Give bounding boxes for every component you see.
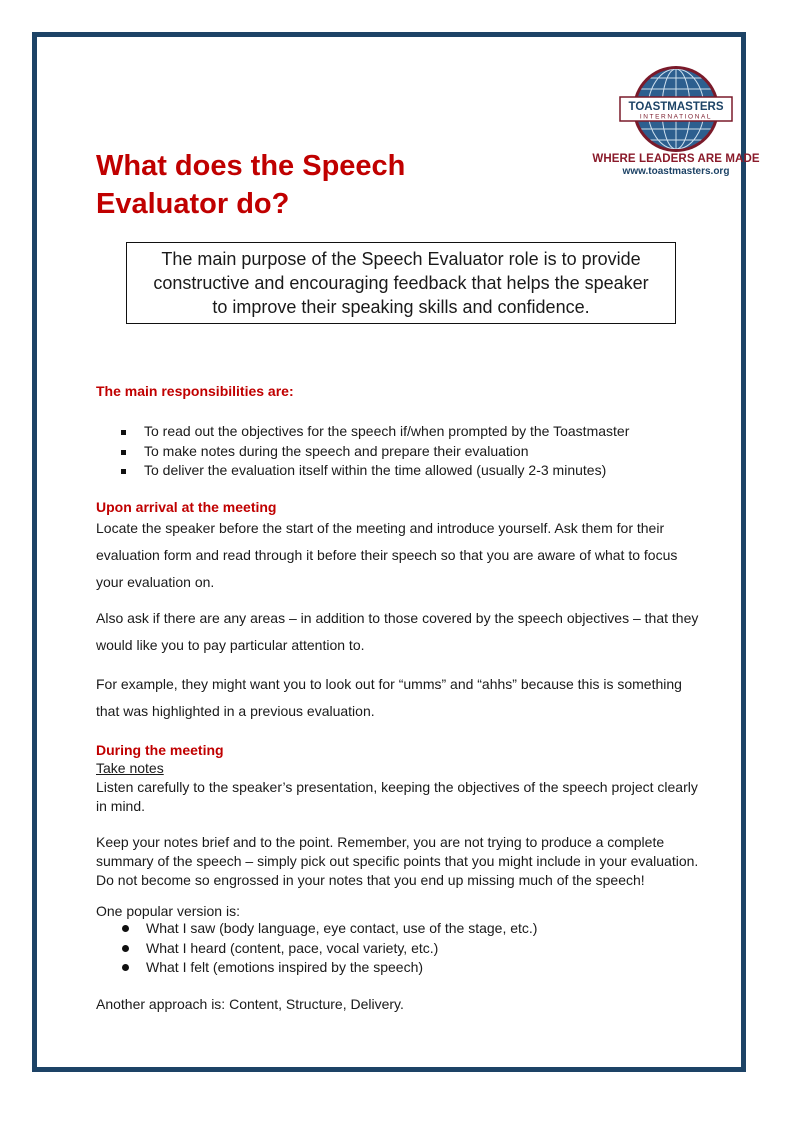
- toastmasters-logo: [596, 64, 756, 154]
- responsibilities-list: [120, 422, 629, 481]
- purpose-box: [126, 242, 676, 324]
- list-item: What I heard (content, pace, vocal variety, etc.): [120, 939, 537, 959]
- svg-text:TOASTMASTERS: TOASTMASTERS: [628, 101, 724, 113]
- purpose-text: The main purpose of the Speech Evaluator role is to provide constructive and encouraging feedback that helps the speaker to improve their speaking skills and confidence.: [153, 249, 649, 317]
- svg-text:INTERNATIONAL: INTERNATIONAL: [639, 113, 713, 121]
- during-paragraph: Keep your notes brief and to the point. Remember, you are not trying to produce a complete summary of the speech – simply pick out specific points that you might include in your evaluation. Do not become so engrossed in your notes that you end up missing much of the speech!: [96, 834, 699, 888]
- globe-icon: [618, 64, 734, 154]
- version-list: [120, 919, 537, 978]
- arrival-paragraph: Locate the speaker before the start of the meeting and introduce yourself. Ask them for their evaluation form and read through it before their speech so that you are aware of what to focus your evaluation on.: [96, 520, 678, 590]
- logo-tagline: WHERE LEADERS ARE MADE: [592, 153, 760, 165]
- list-item: To deliver the evaluation itself within the time allowed (usually 2-3 minutes): [120, 461, 629, 481]
- take-notes-subheading: Take notes: [96, 760, 164, 776]
- list-item: To read out the objectives for the speech if/when prompted by the Toastmaster: [120, 422, 629, 442]
- list-item: To make notes during the speech and prepare their evaluation: [120, 442, 629, 462]
- list-item: What I saw (body language, eye contact, use of the stage, etc.): [120, 919, 537, 939]
- list-item: What I felt (emotions inspired by the speech): [120, 958, 537, 978]
- arrival-paragraph: For example, they might want you to look out for “umms” and “ahhs” because this is something that was highlighted in a previous evaluation.: [96, 676, 682, 719]
- arrival-paragraph: Also ask if there are any areas – in addition to those covered by the speech objectives – that they would like you to pay particular attention to.: [96, 610, 699, 653]
- during-heading: During the meeting: [96, 742, 224, 758]
- during-paragraph: Another approach is: Content, Structure, Delivery.: [96, 996, 404, 1012]
- arrival-heading: Upon arrival at the meeting: [96, 499, 277, 515]
- page-title: What does the Speech Evaluator do?: [96, 150, 406, 220]
- during-paragraph: Listen carefully to the speaker’s presentation, keeping the objectives of the speech project clearly in mind.: [96, 779, 698, 814]
- during-paragraph: One popular version is:: [96, 903, 240, 919]
- website-url: www.toastmasters.org: [622, 166, 730, 177]
- responsibilities-heading: The main responsibilities are:: [96, 383, 294, 399]
